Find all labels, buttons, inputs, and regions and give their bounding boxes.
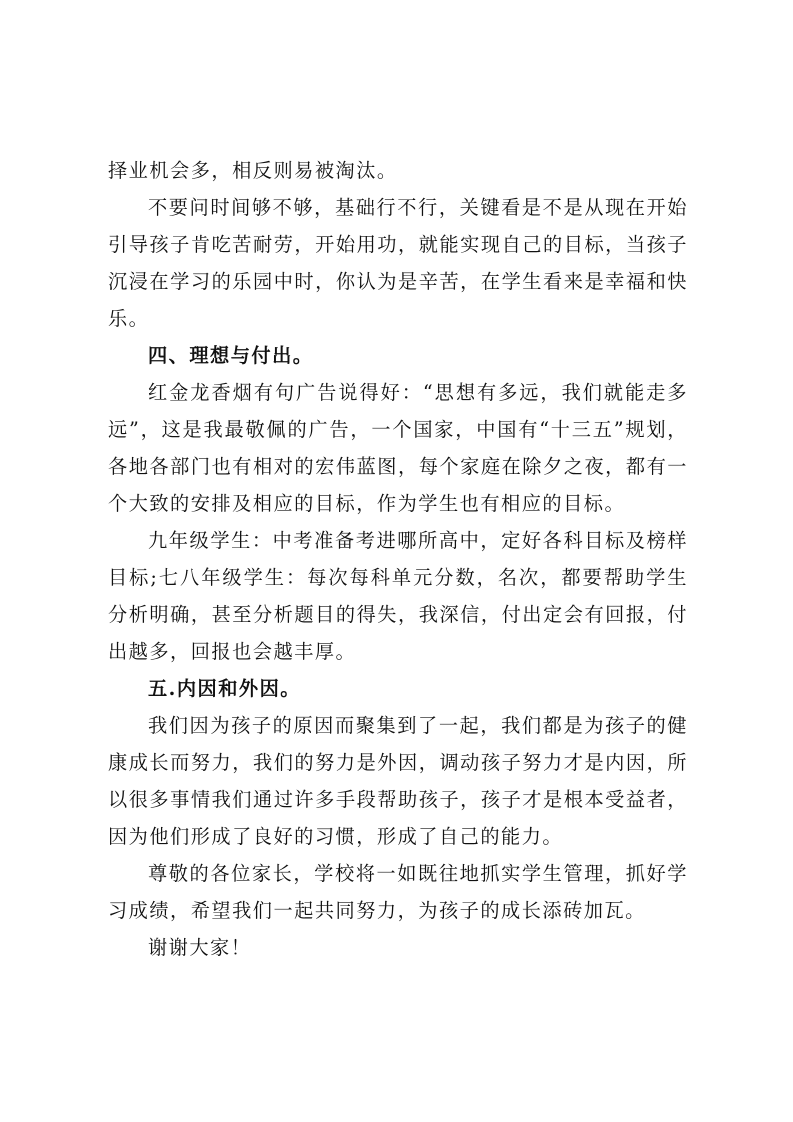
paragraph-thanks: 谢谢大家！ bbox=[148, 936, 252, 959]
paragraph-time-and-effort: 不要问时间够不够，基础行不行，关键看是不是从现在开始引导孩子肯吃苦耐劳，开始用功，就能实现自己的目标，当孩子沉浸在学习的乐园中时，你认为是辛苦，在学生看来是幸福和快乐。 bbox=[108, 196, 688, 330]
section-heading-ideals: 四、理想与付出。 bbox=[148, 344, 314, 367]
paragraph-closing-appeal: 尊敬的各位家长，学校将一如既往地抓实学生管理，抓好学习成绩，希望我们一起共同努力，为孩子的成长添砖加瓦。 bbox=[108, 862, 688, 922]
paragraph-advertisement-goals: 红金龙香烟有句广告说得好：“思想有多远，我们就能走多远”，这是我最敬佩的广告，一个国家，中国有“十三五”规划，各地各部门也有相对的宏伟蓝图，每个家庭在除夕之夜，都有一个大致的安排及相应的目标，作为学生也有相应的目标。 bbox=[108, 381, 688, 515]
paragraph-grade-targets: 九年级学生：中考准备考进哪所高中，定好各科目标及榜样目标;七八年级学生：每次每科单元分数，名次，都要帮助学生分析明确，甚至分析题目的得失，我深信，付出定会有回报，付出越多，回报也会越丰厚。 bbox=[108, 529, 688, 663]
section-heading-causes: 五.内因和外因。 bbox=[148, 677, 301, 700]
paragraph-continuation: 择业机会多，相反则易被淘汰。 bbox=[108, 159, 398, 182]
document-body bbox=[108, 152, 688, 966]
paragraph-internal-external: 我们因为孩子的原因而聚集到了一起，我们都是为孩子的健康成长而努力，我们的努力是外因，调动孩子努力才是内因，所以很多事情我们通过许多手段帮助孩子，孩子才是根本受益者，因为他们形成了良好的习惯，形成了自己的能力。 bbox=[108, 714, 688, 848]
